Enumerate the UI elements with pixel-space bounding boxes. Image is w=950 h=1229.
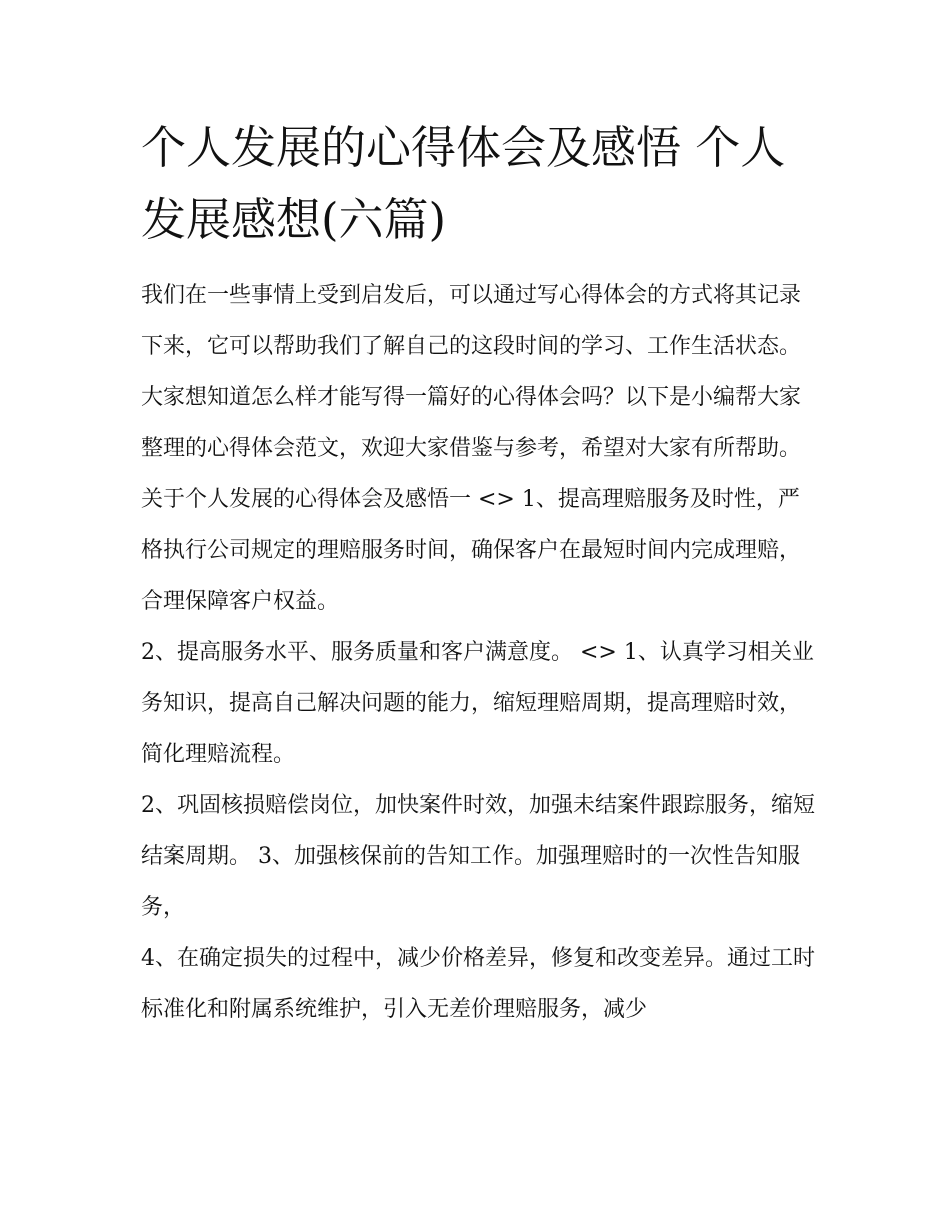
paragraph-item-2: 2、提高服务水平、服务质量和客户满意度。 <> 1、认真学习相关业务知识，提高自己解决问题的能力，缩短理赔周期，提高理赔时效，简化理赔流程。 <box>141 640 814 767</box>
paragraph-intro: 我们在一些事情上受到启发后，可以通过写心得体会的方式将其记录下来，它可以帮助我们了解自己的这段时间的学习、工作生活状态。大家想知道怎么样才能写得一篇好的心得体会吗？以下是小编帮大家整理的心得体会范文，欢迎大家借鉴与参考，希望对大家有所帮助。 <box>141 283 802 461</box>
document-title: 个人发展的心得体会及感悟 个人发展感想(六篇) <box>141 121 786 246</box>
paragraph-item-2-3: 2、巩固核损赔偿岗位，加快案件时效，加强未结案件跟踪服务，缩短结案周期。 3、加强核保前的告知工作。加强理赔时的一次性告知服务， <box>141 793 815 920</box>
paragraph-section-one: 关于个人发展的心得体会及感悟一 <> 1、提高理赔服务及时性，严格执行公司规定的理赔服务时间，确保客户在最短时间内完成理赔，合理保障客户权益。 <box>141 487 802 614</box>
paragraph-item-4: 4、在确定损失的过程中，减少价格差异，修复和改变差异。通过工时标准化和附属系统维护，引入无差价理赔服务，减少 <box>141 946 815 1022</box>
document-body <box>141 112 821 1035</box>
